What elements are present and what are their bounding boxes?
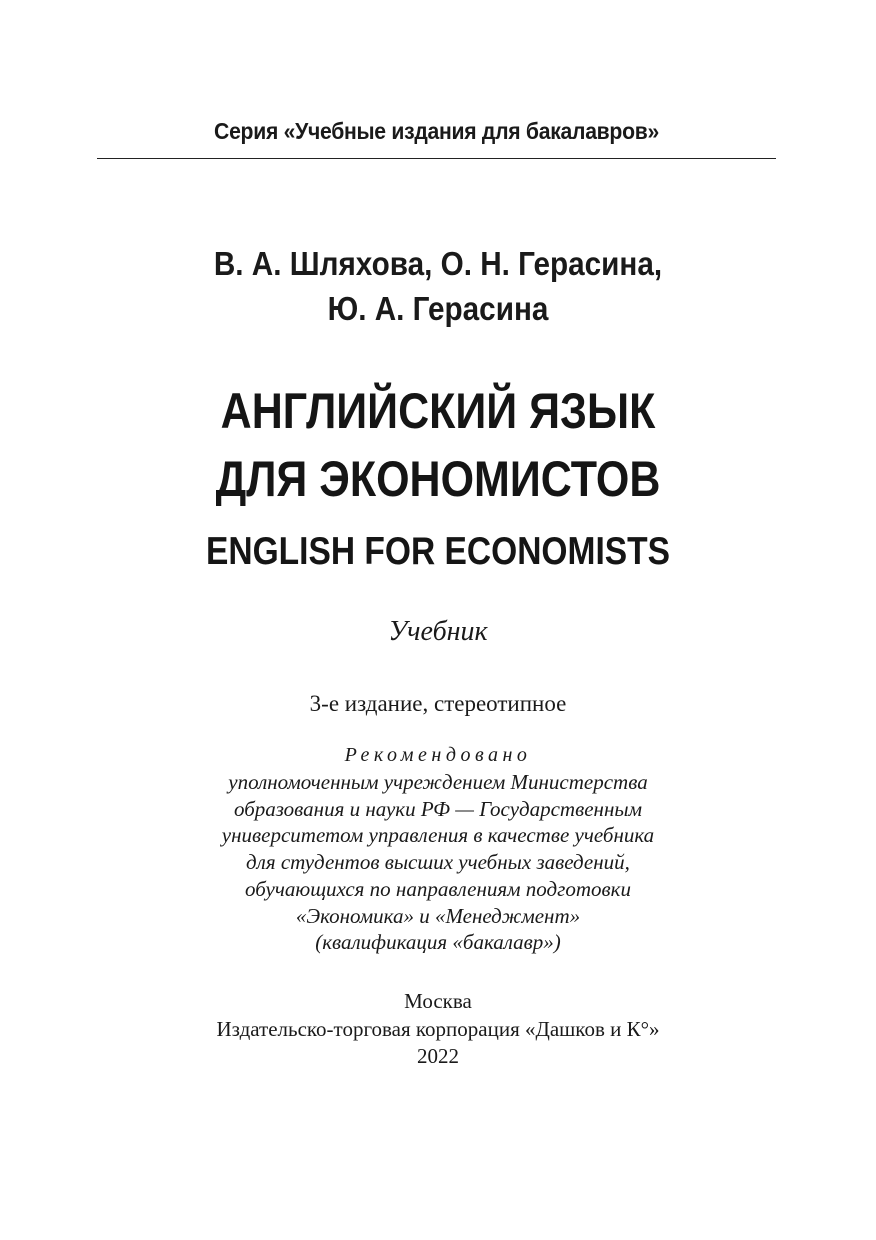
imprint-year: 2022 bbox=[417, 1044, 459, 1068]
header-rule bbox=[97, 158, 776, 159]
authors-line-1: В. А. Шляхова, О. Н. Герасина, bbox=[213, 245, 663, 282]
recommendation-line: (квалификация «бакалавр») bbox=[315, 930, 561, 955]
book-title-line-2: ДЛЯ ЭКОНОМИСТОВ bbox=[215, 451, 661, 507]
imprint-city: Москва bbox=[404, 989, 472, 1013]
recommendation-line: университетом управления в качестве учебника bbox=[221, 823, 655, 848]
book-title-line-1: АНГЛИЙСКИЙ ЯЗЫК bbox=[220, 383, 656, 439]
recommendation-line: обучающихся по направлениям подготовки bbox=[245, 876, 631, 901]
recommendation-line: уполномоченным учреждением Министерства bbox=[228, 770, 648, 794]
recommendation-text bbox=[0, 769, 876, 956]
imprint bbox=[0, 988, 876, 1071]
series-title: Серия «Учебные издания для бакалавров» bbox=[214, 118, 659, 144]
recommendation-line: для студентов высших учебных заведений, bbox=[246, 850, 630, 875]
authors-line-2: Ю. А. Герасина bbox=[327, 290, 549, 327]
recommendation-heading: Рекомендовано bbox=[344, 744, 532, 766]
imprint-publisher: Издательско-торговая корпорация «Дашков и К°» bbox=[216, 1016, 660, 1041]
recommendation-line: образования и науки РФ — Государственным bbox=[233, 796, 642, 821]
book-genre: Учебник bbox=[388, 616, 488, 647]
recommendation-line: «Экономика» и «Менеджмент» bbox=[295, 903, 581, 928]
book-title-english: ENGLISH FOR ECONOMISTS bbox=[206, 530, 670, 573]
edition-note: 3-е издание, стереотипное bbox=[309, 691, 567, 716]
